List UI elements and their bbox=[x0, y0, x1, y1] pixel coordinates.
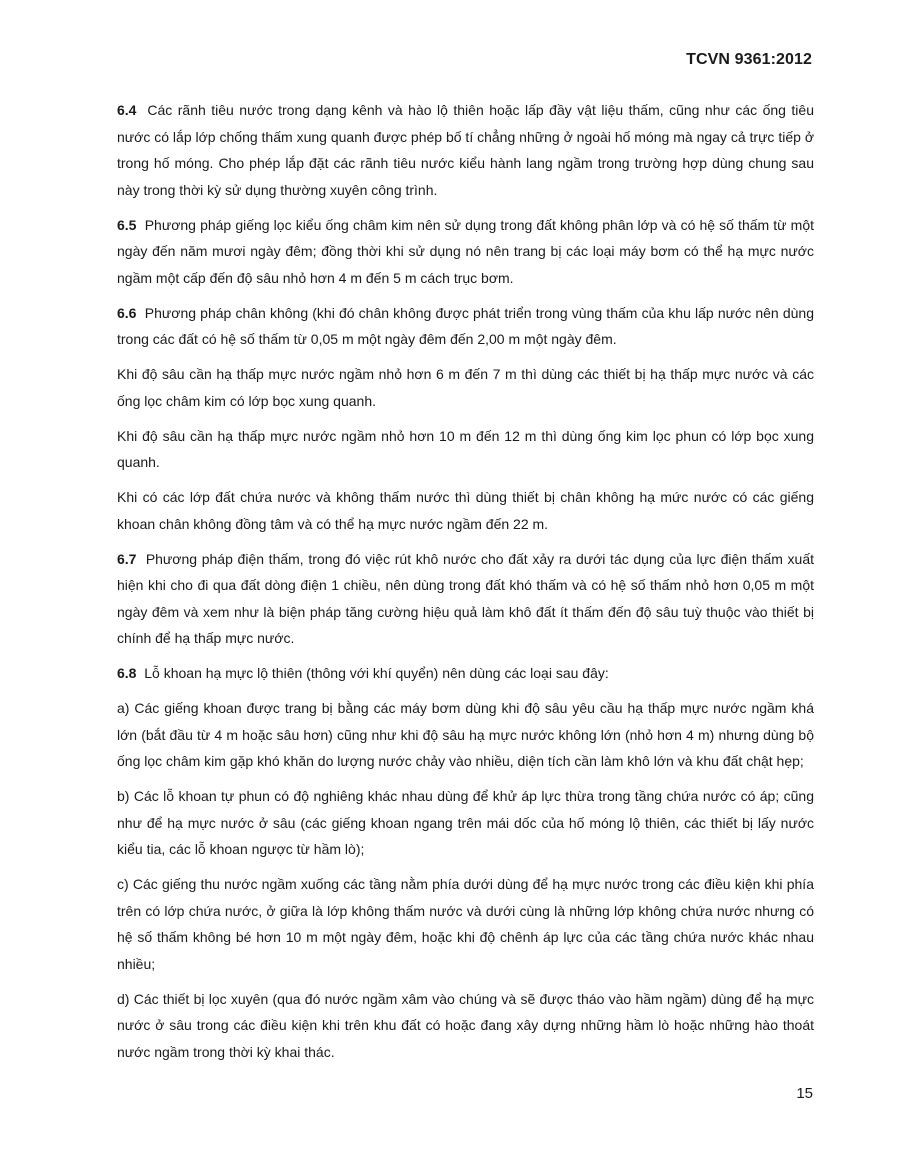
clause-number: 6.7 bbox=[117, 550, 137, 567]
clause-number: 6.8 bbox=[117, 665, 137, 681]
paragraph-6-4 bbox=[117, 97, 814, 203]
list-item-c bbox=[117, 871, 814, 977]
paragraph-6-6-depth-7m bbox=[117, 361, 814, 414]
paragraph-text: Khi có các lớp đất chứa nước và không thấm nước thì dùng thiết bị chân không hạ mức nước có các giếng khoan chân không đồng tâm và có thể hạ mực nước ngầm đến 22 m. bbox=[117, 489, 814, 532]
clause-number: 6.6 bbox=[117, 304, 137, 321]
list-item-b bbox=[117, 783, 814, 863]
paragraph-6-6-depth-12m bbox=[117, 423, 814, 476]
paragraph-text: b) Các lỗ khoan tự phun có độ nghiêng khác nhau dùng để khử áp lực thừa trong tầng chứa nước có áp; cũng như để hạ mực nước ở sâu (các giếng khoan ngang trên mái dốc của hố móng lộ thiên, các thiết bị lấy nước kiểu tia, các lỗ khoan ngược từ hầm lò); bbox=[117, 788, 814, 857]
page-number: 15 bbox=[796, 1085, 813, 1102]
document-code: TCVN 9361:2012 bbox=[686, 51, 812, 68]
paragraph-text: Phương pháp chân không (khi đó chân không được phát triển trong vùng thấm của khu lấp nước nên dùng trong các đất có hệ số thấm từ 0,05 m một ngày đêm đến 2,00 m một ngày đêm. bbox=[117, 304, 814, 347]
paragraph-text: a) Các giếng khoan được trang bị bằng các máy bơm dùng khi độ sâu yêu cầu hạ thấp mực nước ngầm khá lớn (bắt đầu từ 4 m hoặc sâu hơn) cũng như khi độ sâu hạ mực nước không lớn (nhỏ hơn 4 m) nhưng dùng bộ ống lọc châm kim gặp khó khăn do lượng nước chảy vào nhiều, diện tích cần làm khô lớn và khu đất chật hẹp; bbox=[117, 700, 814, 769]
paragraph-text: Khi độ sâu cần hạ thấp mực nước ngầm nhỏ hơn 6 m đến 7 m thì dùng các thiết bị hạ thấp mực nước và các ống lọc châm kim có lớp bọc xung quanh. bbox=[117, 366, 814, 409]
paragraph-6-7 bbox=[117, 546, 814, 652]
paragraph-text: Khi độ sâu cần hạ thấp mực nước ngầm nhỏ hơn 10 m đến 12 m thì dùng ống kim lọc phun có lớp bọc xung quanh. bbox=[117, 427, 814, 470]
clause-number: 6.5 bbox=[117, 216, 137, 233]
clause-number: 6.4 bbox=[117, 102, 137, 118]
paragraph-6-8 bbox=[117, 660, 814, 687]
paragraph-6-6-depth-22m bbox=[117, 484, 814, 537]
list-item-a bbox=[117, 695, 814, 775]
paragraph-text: Phương pháp điện thấm, trong đó việc rút khô nước cho đất xảy ra dưới tác dụng của lực điện thấm xuất hiện khi cho đi qua đất dòng điện 1 chiều, nên dùng trong đất khó thấm và có hệ số thấm nhỏ hơn 0,05 m một ngày đêm và xem như là biện pháp tăng cường hiệu quả làm khô đất ít thấm đến độ sâu tuỳ thuộc vào thiết bị chính để hạ thấp mực nước. bbox=[117, 550, 814, 646]
list-item-d bbox=[117, 986, 814, 1066]
paragraph-6-5 bbox=[117, 212, 814, 292]
paragraph-text: Lỗ khoan hạ mực lộ thiên (thông với khí quyển) nên dùng các loại sau đây: bbox=[144, 665, 609, 681]
paragraph-text: Các rãnh tiêu nước trong dạng kênh và hào lộ thiên hoặc lấp đầy vật liệu thấm, cũng như các ống tiêu nước có lắp lớp chống thấm xung quanh được phép bố tí chẳng những ở ngoài hố móng mà ngay cả trực tiếp ở trong hố móng. Cho phép lắp đặt các rãnh tiêu nước kiểu hành lang ngầm trong trường hợp dùng chung sau này trong thời kỳ sử dụng thường xuyên công trình. bbox=[117, 102, 814, 198]
paragraph-text: d) Các thiết bị lọc xuyên (qua đó nước ngầm xâm vào chúng và sẽ được tháo vào hầm ngầm) dùng để hạ mực nước ở sâu trong các điều kiện khi trên khu đất có hoặc đang xây dựng những hầm lò hoặc những hào thoát nước ngầm trong thời kỳ khai thác. bbox=[117, 990, 814, 1060]
paragraph-6-6 bbox=[117, 300, 814, 353]
paragraph-text: c) Các giếng thu nước ngầm xuống các tầng nằm phía dưới dùng để hạ mực nước trong các điều kiện khi phía trên có lớp chứa nước, ở giữa là lớp không thấm nước và dưới cùng là những lớp không chứa nước nhưng có hệ số thấm không bé hơn 10 m một ngày đêm, hoặc khi độ chênh áp lực của các tầng chứa nước khác nhau nhiều; bbox=[117, 876, 814, 972]
document-body bbox=[117, 97, 814, 1074]
paragraph-text: Phương pháp giếng lọc kiểu ống châm kim nên sử dụng trong đất không phân lớp và có hệ số thấm từ một ngày đến năm mươi ngày đêm; đồng thời khi sử dụng nó nên trang bị các loại máy bơm có thể hạ mực nước ngầm một cấp đến độ sâu nhỏ hơn 4 m đến 5 m cách trục bơm. bbox=[117, 216, 815, 286]
